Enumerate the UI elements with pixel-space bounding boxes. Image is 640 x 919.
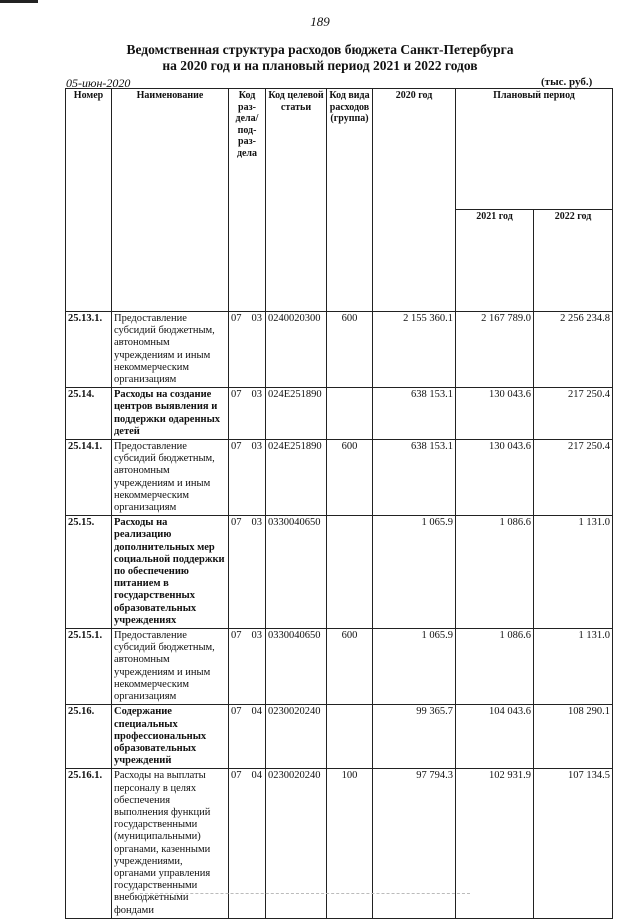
row-section: 07 <box>231 441 242 453</box>
header-planned-period: Плановый период <box>456 89 613 210</box>
document-title <box>0 42 640 74</box>
document-date: 05-июн-2020 <box>66 76 131 90</box>
row-amount-2021: 102 931.9 <box>456 769 534 918</box>
row-section-code <box>229 312 266 388</box>
row-target-code: 0230020240 <box>266 769 327 918</box>
row-section: 07 <box>231 517 242 529</box>
row-subsection: 04 <box>251 706 262 718</box>
row-number: 25.15.1. <box>66 629 112 705</box>
row-number: 25.15. <box>66 516 112 629</box>
header-name: Наименование <box>112 89 229 312</box>
row-name: Расходы на создание центров выявления и поддержки одаренных детей <box>112 388 229 440</box>
row-expense-type <box>327 705 373 769</box>
row-section-code <box>229 440 266 516</box>
row-amount-2020: 1 065.9 <box>373 629 456 705</box>
header-2020: 2020 год <box>373 89 456 312</box>
row-name: Содержание специальных профессиональных образовательных учреждений <box>112 705 229 769</box>
row-section-code <box>229 388 266 440</box>
row-amount-2022: 107 134.5 <box>534 769 613 918</box>
table-row <box>66 440 613 516</box>
table-row <box>66 705 613 769</box>
row-amount-2020: 638 153.1 <box>373 440 456 516</box>
row-section-code <box>229 629 266 705</box>
row-expense-type: 600 <box>327 312 373 388</box>
row-number: 25.13.1. <box>66 312 112 388</box>
header-target-code: Код целевой статьи <box>266 89 327 312</box>
table-row <box>66 388 613 440</box>
row-amount-2020: 638 153.1 <box>373 388 456 440</box>
table-row <box>66 629 613 705</box>
row-expense-type: 100 <box>327 769 373 918</box>
row-name: Расходы на выплаты персоналу в целях обеспечения выполнения функций государственными (муниципальными) органами, казенными учреждениями, органами управления государственными внебюджетными фондами <box>112 769 229 918</box>
row-section: 07 <box>231 389 242 401</box>
row-amount-2021: 2 167 789.0 <box>456 312 534 388</box>
row-number: 25.14.1. <box>66 440 112 516</box>
row-section: 07 <box>231 706 242 718</box>
row-amount-2020: 99 365.7 <box>373 705 456 769</box>
row-amount-2021: 1 086.6 <box>456 516 534 629</box>
title-line-2: на 2020 год и на плановый период 2021 и 2022 годов <box>162 58 478 73</box>
row-amount-2022: 2 256 234.8 <box>534 312 613 388</box>
row-subsection: 03 <box>251 630 262 642</box>
table-body <box>66 312 613 919</box>
row-amount-2021: 130 043.6 <box>456 388 534 440</box>
row-target-code: 0230020240 <box>266 705 327 769</box>
row-section: 07 <box>231 770 242 782</box>
page-number: 189 <box>310 14 330 29</box>
row-subsection: 03 <box>251 313 262 324</box>
budget-table <box>65 88 613 919</box>
title-line-1: Ведомственная структура расходов бюджета Санкт-Петербурга <box>126 42 514 57</box>
row-number: 25.14. <box>66 388 112 440</box>
row-amount-2021: 104 043.6 <box>456 705 534 769</box>
row-amount-2021: 1 086.6 <box>456 629 534 705</box>
row-subsection: 03 <box>251 389 262 401</box>
table-row <box>66 516 613 629</box>
row-section-code <box>229 705 266 769</box>
units-label: (тыс. руб.) <box>541 76 593 88</box>
corner-mark <box>0 0 38 3</box>
row-name: Предоставление субсидий бюджетным, автономным учреждениям и иным некоммерческим организациям <box>112 312 229 388</box>
header-section-code: Код раз- дела/ под- раз- дела <box>229 89 266 312</box>
row-amount-2022: 1 131.0 <box>534 629 613 705</box>
row-expense-type <box>327 388 373 440</box>
header-2021: 2021 год <box>456 210 534 312</box>
row-amount-2022: 217 250.4 <box>534 440 613 516</box>
row-section-code <box>229 516 266 629</box>
row-section: 07 <box>231 313 242 324</box>
row-subsection: 03 <box>251 441 262 453</box>
row-target-code: 0240020300 <box>266 312 327 388</box>
row-amount-2021: 130 043.6 <box>456 440 534 516</box>
row-target-code: 0330040650 <box>266 516 327 629</box>
header-2022: 2022 год <box>534 210 613 312</box>
table-row <box>66 312 613 388</box>
row-subsection: 04 <box>251 770 262 782</box>
row-amount-2022: 108 290.1 <box>534 705 613 769</box>
row-name: Расходы на реализацию дополнительных мер социальной поддержки по обеспечению питанием в государственных образовательных учреждениях <box>112 516 229 629</box>
header-row <box>66 89 613 210</box>
row-name: Предоставление субсидий бюджетным, автономным учреждениям и иным некоммерческим организациям <box>112 440 229 516</box>
row-expense-type: 600 <box>327 440 373 516</box>
row-section: 07 <box>231 630 242 642</box>
row-target-code: 024E251890 <box>266 440 327 516</box>
header-expense-type-code: Код вида расходов (группа) <box>327 89 373 312</box>
row-number: 25.16.1. <box>66 769 112 918</box>
row-target-code: 024E251890 <box>266 388 327 440</box>
scan-artifact <box>140 893 470 896</box>
row-amount-2020: 97 794.3 <box>373 769 456 918</box>
row-target-code: 0330040650 <box>266 629 327 705</box>
header-number: Номер <box>66 89 112 312</box>
row-subsection: 03 <box>251 517 262 529</box>
row-amount-2022: 217 250.4 <box>534 388 613 440</box>
row-amount-2020: 2 155 360.1 <box>373 312 456 388</box>
row-amount-2020: 1 065.9 <box>373 516 456 629</box>
row-name: Предоставление субсидий бюджетным, автономным учреждениям и иным некоммерческим организациям <box>112 629 229 705</box>
row-number: 25.16. <box>66 705 112 769</box>
row-expense-type: 600 <box>327 629 373 705</box>
row-amount-2022: 1 131.0 <box>534 516 613 629</box>
row-expense-type <box>327 516 373 629</box>
